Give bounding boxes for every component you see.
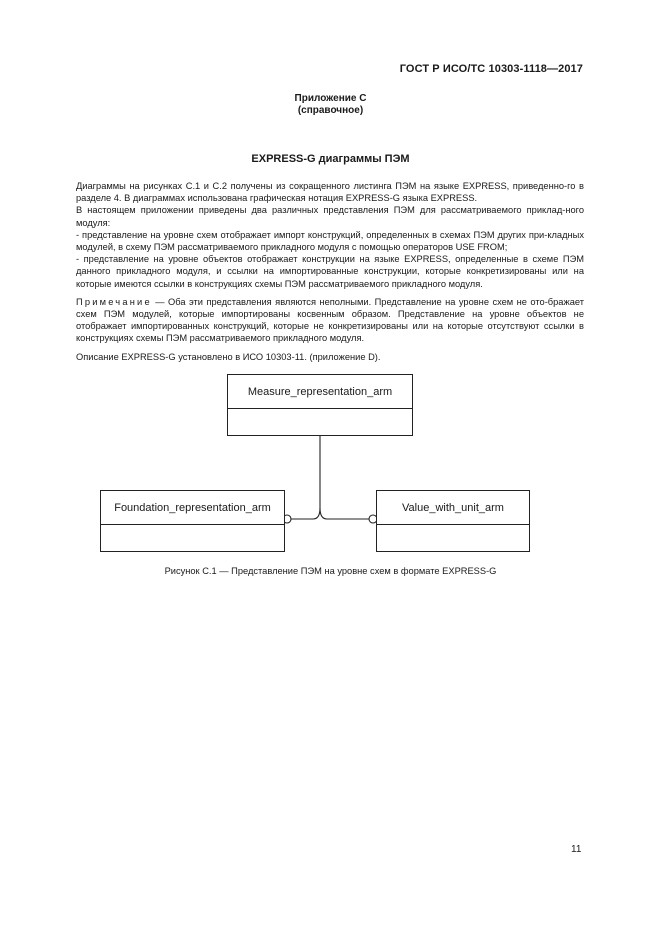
foundation-representation-box — [100, 490, 285, 552]
annex-subtitle: (справочное) — [297, 105, 364, 116]
note-label: Примечание — [76, 296, 152, 307]
paragraph-4-text: - представление на уровне объектов отображает конструкции на языке EXPRESS, определенные в схеме ПЭМ данного прикладного модуля, и ссылки на импортированные конструкции, которые конкретизированы или на которые имеются ссылки в конструкциях схемы ПЭМ рассматриваемого прикладного модуля. — [76, 254, 584, 289]
connector-trunk — [291, 435, 320, 519]
value-with-unit-box — [376, 490, 530, 552]
note-text: — Оба эти представления являются неполными. Представление на уровне схем не ото-бражает схем ПЭМ модулей, которые импортированы косвенным образом. Представление на уровне объектов не отображает импортированных конструкций, которые не конкретизированы или на которые отсутствуют ссылки в конструкциях схемы ПЭМ рассматриваемого прикладного модуля. — [76, 296, 584, 344]
paragraph-3-text: - представление на уровне схем отображает импорт конструкций, определенных в схемах ПЭМ других при-кладных модулей, в схему ПЭМ рассматриваемого прикладного модуля с помощью операторов USE FROM; — [76, 229, 584, 253]
measure-representation-box — [227, 374, 413, 436]
paragraph-2-text: В настоящем приложении приведены два различных представления ПЭМ для рассматриваемого приклад-ного модуля: — [76, 205, 584, 228]
annex-title: Приложение С — [294, 93, 367, 104]
foundation-representation-label: Foundation_representation_arm — [101, 491, 284, 525]
page-number: 11 — [571, 844, 582, 855]
paragraph-1-text: Диаграммы на рисунках С.1 и С.2 получены из сокращенного листинга ПЭМ на языке EXPRESS, приведенно-го в разделе 4. В диаграммах использована графическая нотация EXPRESS-G языка EXPRESS. — [76, 181, 584, 204]
paragraph-5-text: Описание EXPRESS-G установлено в ИСО 10303-11. (приложение D). — [76, 351, 381, 362]
section-title: EXPRESS-G диаграммы ПЭМ — [251, 153, 410, 165]
standard-id: ГОСТ Р ИСО/ТС 10303-1118—2017 — [399, 63, 583, 75]
measure-representation-label: Measure_representation_arm — [228, 375, 412, 409]
figure-caption: Рисунок С.1 — Представление ПЭМ на уровне схем в формате EXPRESS-G — [164, 566, 497, 576]
value-with-unit-label: Value_with_unit_arm — [377, 491, 529, 525]
connector-right — [320, 508, 369, 519]
